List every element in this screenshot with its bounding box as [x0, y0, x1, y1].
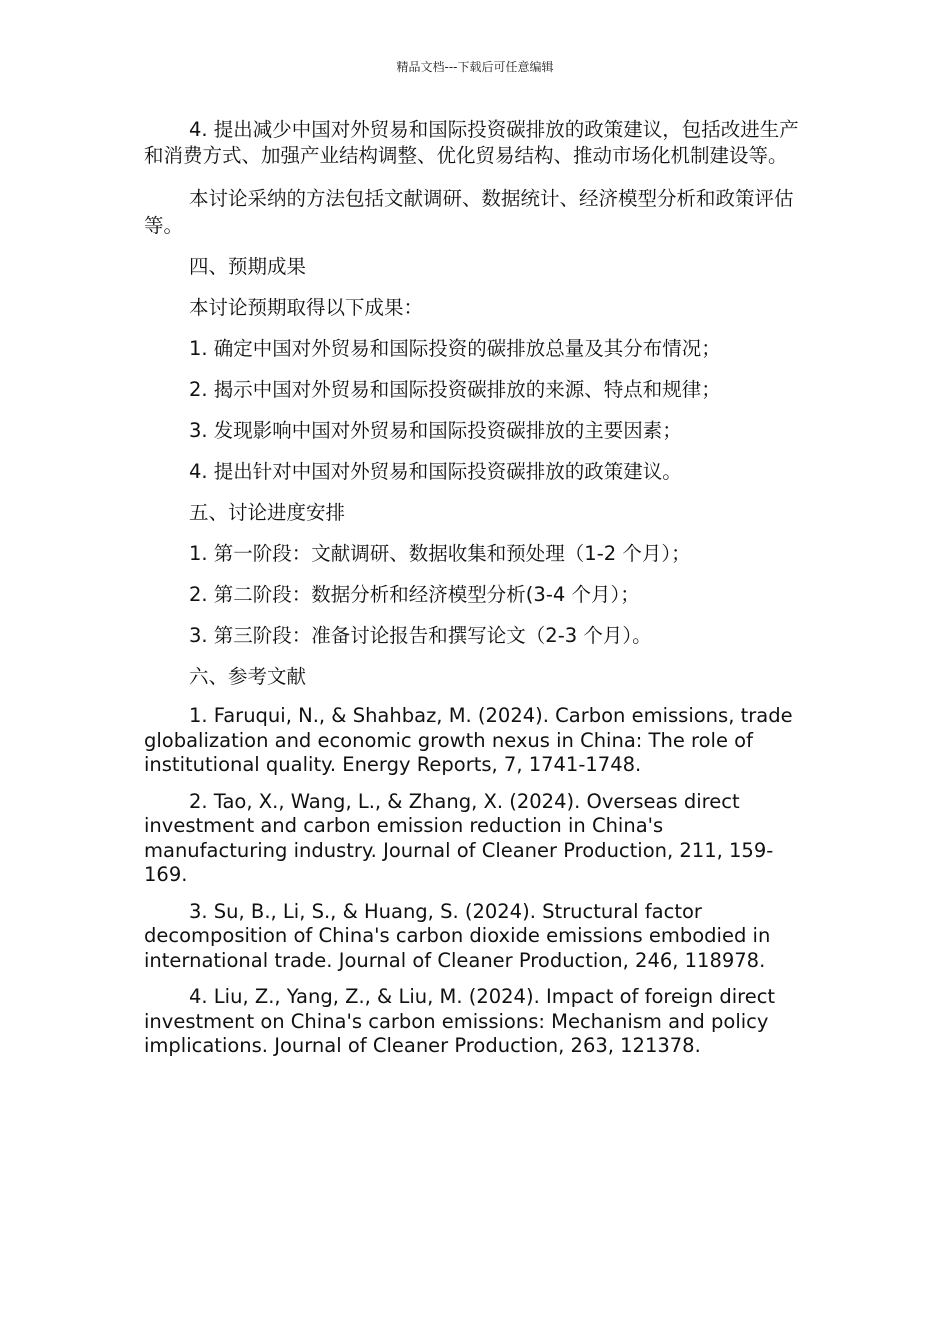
section-heading-references: 六、参考文献	[189, 665, 307, 688]
list-item: 1. 第一阶段：文献调研、数据收集和预处理（1-2 个月）；	[189, 542, 691, 565]
list-item: 3. 发现影响中国对外贸易和国际投资碳排放的主要因素；	[189, 419, 682, 442]
paragraph-policy-proposal: 4. 提出减少中国对外贸易和国际投资碳排放的政策建议，包括改进生产和消费方式、加强产业结构调整、优化贸易结构、推动市场化机制建设等。	[144, 118, 799, 167]
list-item: 1. 确定中国对外贸易和国际投资的碳排放总量及其分布情况；	[189, 337, 721, 360]
document-body	[144, 117, 806, 1071]
paragraph-methods: 本讨论采纳的方法包括文献调研、数据统计、经济模型分析和政策评估等。	[144, 187, 794, 237]
list-item: 3. 第三阶段：准备讨论报告和撰写论文（2-3 个月）。	[189, 624, 652, 647]
reference-item: 2. Tao, X., Wang, L., & Zhang, X. (2024). Overseas direct investment and carbon emission reduction in China's manufacturing industry. Journal of Cleaner Production, 211, 159-169.	[144, 789, 774, 886]
page-header: 精品文档---下载后可任意编辑	[396, 60, 554, 74]
reference-item: 1. Faruqui, N., & Shahbaz, M. (2024). Carbon emissions, trade globalization and economic growth nexus in China: The role of institutional quality. Energy Reports, 7, 1741-1748.	[144, 704, 793, 776]
list-item: 2. 第二阶段：数据分析和经济模型分析(3-4 个月）；	[189, 583, 640, 606]
list-item: 2. 揭示中国对外贸易和国际投资碳排放的来源、特点和规律；	[189, 378, 721, 401]
paragraph-results-intro: 本讨论预期取得以下成果：	[189, 296, 424, 319]
section-heading-expected-results: 四、预期成果	[189, 255, 307, 278]
reference-item: 3. Su, B., Li, S., & Huang, S. (2024). Structural factor decomposition of China's carbon dioxide emissions embodied in international trade. Journal of Cleaner Production, 246, 118978.	[144, 899, 771, 972]
reference-item: 4. Liu, Z., Yang, Z., & Liu, M. (2024). Impact of foreign direct investment on China's carbon emissions: Mechanism and policy implications. Journal of Cleaner Production, 263, 121378.	[144, 985, 776, 1057]
list-item: 4. 提出针对中国对外贸易和国际投资碳排放的政策建议。	[189, 460, 682, 483]
section-heading-schedule: 五、讨论进度安排	[189, 501, 346, 524]
